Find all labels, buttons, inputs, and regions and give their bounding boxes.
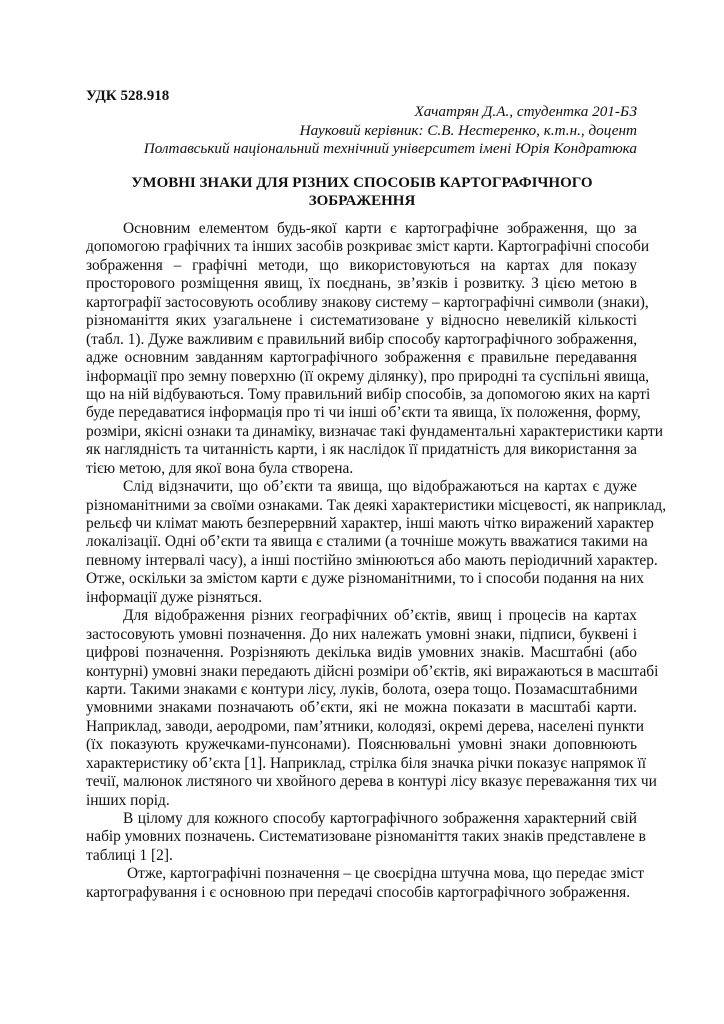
text-line: буде передаватися інформація про ті чи інші об’єкти та явища, їх положення, форму, (86, 404, 641, 422)
text-line: просторового розміщення явищ, їх поєднань, зв’язків і розвитку. З цією метою в (86, 275, 637, 293)
text-line: рельєф чи клімат мають безперервний характер, інші мають чітко виражений характер (86, 515, 654, 532)
text-line: (їх показують кружечками-пунсонами). Пояснювальні умовні знаки доповнюють (86, 736, 637, 754)
text-line: Слід відзначити, що об’єкти та явища, що відображаються на картах є дуже (123, 478, 637, 496)
author-name: Хачатрян Д.А., студентка 201-БЗ (414, 103, 637, 120)
paper-body (86, 220, 667, 902)
text-line: адже основним завданням картографічного зображення є правильне передавання (86, 349, 637, 367)
text-line: карти. Такими знаками є контури лісу, луків, болота, озера тощо. Позамасштабними (86, 680, 638, 698)
paper-title (86, 174, 638, 210)
text-line: локалізації. Одні об’єкти та явища є сталими (а точніше можуть вважатися такими на (86, 533, 648, 551)
text-line: тією метою, для якої вона була створена. (86, 459, 354, 477)
text-line: (табл. 1). Дуже важливим є правильний вибір способу картографічного зображення, (86, 330, 638, 348)
paragraph (86, 220, 664, 478)
text-line: В цілому для кожного способу картографічного зображення характерний свій (123, 810, 637, 827)
affiliation: Полтавський національний технічний університет імені Юрія Кондратюка (143, 140, 637, 157)
text-line: контурні) умовні знаки передають дійсні розміри об’єктів, які виражаються в масштабі (86, 662, 659, 680)
text-line: розміри, якісні ознаки та динаміку, визначає такі фундаментальні характеристики карти (86, 422, 664, 440)
paragraph (86, 810, 646, 865)
text-line: таблиці 1 [2]. (86, 846, 173, 864)
text-line: інформації про земну поверхню (її окрему ділянку), про природні та суспільні явища, (86, 367, 650, 385)
text-line: допомогою графічних та інших засобів розкриває зміст карти. Картографічні способи (86, 238, 650, 256)
text-line: умовними знаками позначають об’єкти, які не можна показати в масштабі карти. (86, 699, 637, 717)
text-line: різноманіття яких узагальнене і систематизоване у відносно невеликій кількості (86, 312, 637, 330)
text-line: картографії застосовують особливу знакову систему – картографічні символи (знаки), (86, 293, 649, 311)
text-line: набір умовних позначень. Систематизоване різноманіття таких знаків представлене в (86, 828, 646, 846)
text-line: Наприклад, заводи, аеродроми, пам’ятники, колодязі, окремі дерева, населені пункти (86, 717, 644, 735)
text-line: Отже, оскільки за змістом карти є дуже різноманітними, то і способи подання на них (86, 570, 645, 588)
title-line: УМОВНІ ЗНАКИ ДЛЯ РІЗНИХ СПОСОБІВ КАРТОГРАФІЧНОГО (131, 175, 593, 191)
paragraph (86, 478, 667, 607)
text-line: що на ній відбуваються. Тому правильний вибір способів, за допомогою яких на карті (86, 385, 651, 403)
text-line: течії, малюнок листяного чи хвойного дерева в контурі лісу вказує переважання тих чи (86, 773, 657, 791)
paragraph (86, 607, 659, 810)
paragraph (86, 865, 644, 902)
author-block (144, 103, 637, 159)
text-line: Отже, картографічні позначення – це своєрідна штучна мова, що передає зміст (127, 865, 644, 883)
text-line: картографування і є основною при передачі способів картографічного зображення. (86, 883, 631, 901)
text-line: інформації дуже різняться. (86, 588, 263, 606)
text-line: як наглядність та читанність карти, і як наслідок її придатність для використання за (86, 441, 637, 459)
text-line: характеристику об’єкта [1]. Наприклад, стрілка біля значка річки показує напрямок її (86, 754, 646, 772)
supervisor: Науковий керівник: С.В. Нестеренко, к.т.н., доцент (299, 121, 637, 139)
udk-code: УДК 528.918 (86, 88, 170, 104)
text-line: інших порід. (86, 791, 170, 809)
title-line: ЗОБРАЖЕННЯ (308, 193, 416, 209)
text-line: цифрові позначення. Розрізняють декілька видів умовних знаків. Масштабні (або (86, 644, 637, 662)
text-line: Основним елементом будь-якої карти є картографічне зображення, що за (123, 220, 637, 237)
text-line: Для відображення різних географічних об’єктів, явищ і процесів на картах (123, 607, 637, 625)
text-line: застосовують умовні позначення. До них належать умовні знаки, підписи, буквені і (86, 625, 637, 643)
text-line: різноманітними за своїми ознаками. Так деякі характеристики місцевості, як наприклад, (86, 496, 667, 514)
text-line: зображення – графічні методи, що використовуються на картах для показу (86, 256, 637, 274)
text-line: певному інтервалі часу), а інші постійно змінюються або мають періодичний характер. (86, 551, 658, 569)
